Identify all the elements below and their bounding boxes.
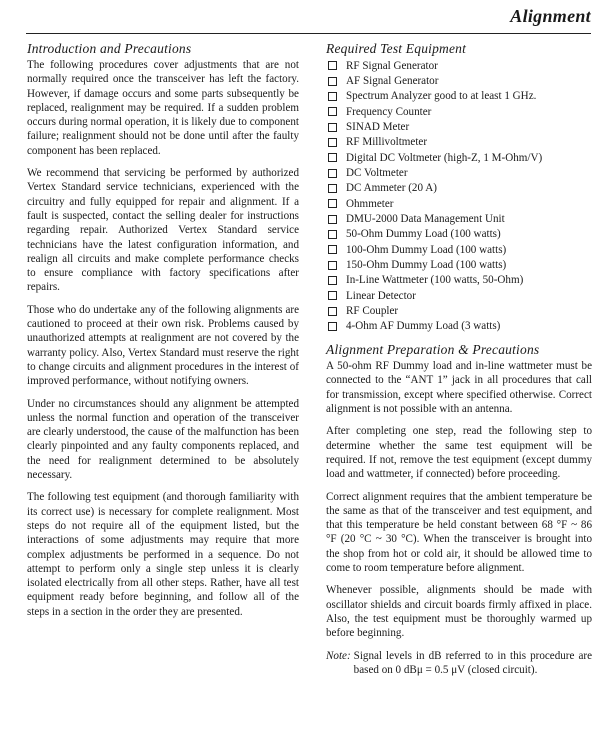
list-item: 100-Ohm Dummy Load (100 watts) (326, 242, 592, 257)
checkbox-icon (328, 245, 337, 254)
list-item: Frequency Counter (326, 104, 592, 119)
paragraph: After completing one step, read the following step to determine whether the same test equipment will be required. If not, remove the test equipment (except dummy load and wattmeter, if connected) before proceeding. (326, 425, 592, 481)
list-item: Digital DC Voltmeter (high-Z, 1 M-Ohm/V) (326, 150, 592, 165)
paragraph: We recommend that servicing be performed by authorized Vertex Standard service technicians, experienced with the circuitry and fully equipped for repair and alignment. If a fault is suspected, contact the selling dealer for instructions regarding repair. Authorized Vertex Standard service technicians have the latest configuration information, and realign all circuits and make complete performance checks to ensure compliance with factory specifications after repairs. (27, 167, 299, 294)
checkbox-icon (328, 153, 337, 162)
checkbox-icon (328, 77, 337, 86)
checkbox-icon (328, 184, 337, 193)
list-item: Linear Detector (326, 288, 592, 303)
list-item: DC Voltmeter (326, 165, 592, 180)
checkbox-icon (328, 199, 337, 208)
list-item: 50-Ohm Dummy Load (100 watts) (326, 227, 592, 242)
checkbox-icon (328, 92, 337, 101)
page-header-title: Alignment (510, 6, 591, 26)
checkbox-icon (328, 307, 337, 316)
section-heading-equipment: Required Test Equipment (326, 41, 467, 56)
list-item: Spectrum Analyzer good to at least 1 GHz. (326, 89, 592, 104)
note-text: Signal levels in dB referred to in this procedure are based on 0 dBμ = 0.5 μV (closed circuit). (353, 649, 592, 676)
checkbox-icon (328, 61, 337, 70)
list-item: SINAD Meter (326, 119, 592, 134)
paragraph: The following test equipment (and thorough familiarity with its correct use) is necessary for complete realignment. Most steps do not require all of the equipment listed, but the interactions of some adjustments may require that more complex adjustments be performed in a sequence. Do not attempt to perform only a single step unless it is clearly isolated electrically from all other steps. Rather, have all test equipment ready before beginning, and follow all of the steps in a section in the order they are presented. (27, 491, 299, 618)
checkbox-icon (328, 107, 337, 116)
checkbox-icon (328, 276, 337, 285)
checkbox-icon (328, 322, 337, 331)
checkbox-icon (328, 123, 337, 132)
checkbox-icon (328, 138, 337, 147)
list-item: RF Millivoltmeter (326, 135, 592, 150)
checkbox-icon (328, 215, 337, 224)
section-heading-intro: Introduction and Precautions (27, 41, 192, 56)
list-item: Ohmmeter (326, 196, 592, 211)
paragraph: Those who do undertake any of the following alignments are cautioned to proceed at their own risk. Problems caused by unauthorized attempts at realignment are not covered by the warranty policy. Also, Vertex Standard must reserve the right to change circuits and alignment procedures in the interest of improved performance, without notifying owners. (27, 303, 299, 388)
equipment-list (326, 58, 592, 334)
list-item: 4-Ohm AF Dummy Load (3 watts) (326, 319, 592, 334)
checkbox-icon (328, 291, 337, 300)
checkbox-icon (328, 230, 337, 239)
list-item: RF Signal Generator (326, 58, 592, 73)
paragraph: Whenever possible, alignments should be made with oscillator shields and circuit boards firmly affixed in place. Also, the test equipment must be thoroughly warmed up before beginning. (326, 584, 592, 640)
paragraph: A 50-ohm RF Dummy load and in-line wattmeter must be connected to the “ANT 1” jack in all procedures that call for transmission, except where specified otherwise. Correct alignment is not possible with an antenna. (326, 360, 592, 416)
checkbox-icon (328, 261, 337, 270)
checkbox-icon (328, 169, 337, 178)
paragraph: The following procedures cover adjustments that are not normally required once the transceiver has left the factory. However, if damage occurs and some parts subsequently be replaced, realignment may be required. If a sudden problem occurs during normal operation, it is likely due to component failure; realignment should not be done until after the faulty component has been replaced. (27, 59, 299, 157)
header-rule (26, 33, 591, 34)
section-heading-preparation: Alignment Preparation & Precautions (326, 342, 540, 358)
list-item: AF Signal Generator (326, 73, 592, 88)
note-label: Note: (326, 649, 351, 662)
paragraph: Under no circumstances should any alignment be attempted unless the normal function and operation of the transceiver are clearly understood, the cause of the malfunction has been clearly pinpointed and any faulty components replaced, and the need for realignment determined to be absolutely necessary. (27, 397, 299, 482)
list-item: DC Ammeter (20 A) (326, 181, 592, 196)
list-item: 150-Ohm Dummy Load (100 watts) (326, 257, 592, 272)
list-item: RF Coupler (326, 304, 592, 319)
left-column (27, 40, 299, 627)
list-item: DMU-2000 Data Management Unit (326, 211, 592, 226)
paragraph: Correct alignment requires that the ambient temperature be the same as that of the transceiver and test equipment, and that this temperature be held constant between 68 °F ~ 86 °F (20 °C ~ 30 °C). When the transceiver is brought into the shop from hot or cold air, it should be allowed time to come to room temperature before alignment. (326, 490, 592, 575)
right-column (326, 40, 592, 677)
list-item: In-Line Wattmeter (100 watts, 50-Ohm) (326, 273, 592, 288)
note (326, 649, 592, 678)
